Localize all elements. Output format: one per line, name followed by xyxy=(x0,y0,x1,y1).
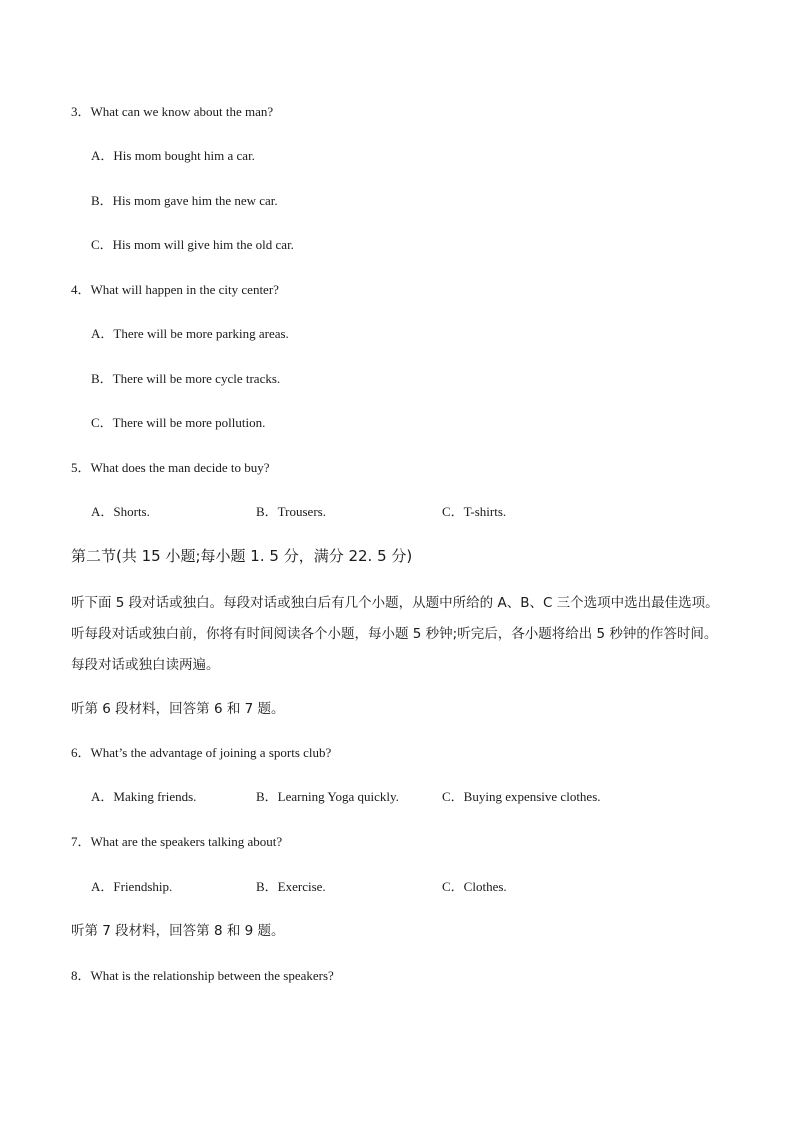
question-4-option-a: A．There will be more parking areas. xyxy=(91,326,289,341)
question-6-option-a: A．Making friends. xyxy=(91,789,197,804)
material-7-heading: 听第 7 段材料，回答第 8 和 9 题。 xyxy=(71,923,285,939)
question-8-stem: 8．What is the relationship between the speakers? xyxy=(71,968,334,983)
question-5-option-c: C．T-shirts. xyxy=(442,504,507,519)
question-5-option-b: B．Trousers. xyxy=(256,504,326,519)
material-6-heading: 听第 6 段材料，回答第 6 和 7 题。 xyxy=(71,701,285,717)
question-3-option-b: B．His mom gave him the new car. xyxy=(91,193,278,208)
question-5-option-a: A．Shorts. xyxy=(91,504,150,519)
question-3-stem: 3．What can we know about the man? xyxy=(71,104,274,119)
section-2-instruction-line-1: 听下面 5 段对话或独白。每段对话或独白后有几个小题，从题中所给的 A、B、C 三个选项中选出最佳选项。 xyxy=(71,595,719,611)
question-6-stem: 6．What’s the advantage of joining a sports club? xyxy=(71,745,332,760)
question-7-option-c: C．Clothes. xyxy=(442,879,507,894)
question-3-option-a: A．His mom bought him a car. xyxy=(91,148,255,163)
question-3-option-c: C．His mom will give him the old car. xyxy=(91,237,294,252)
question-4-stem: 4．What will happen in the city center? xyxy=(71,282,279,297)
question-4-option-c: C．There will be more pollution. xyxy=(91,415,266,430)
section-2-title: 第二节(共 15 小题;每小题 1. 5 分，满分 22. 5 分) xyxy=(71,547,413,565)
question-7-option-b: B．Exercise. xyxy=(256,879,326,894)
question-7-option-a: A．Friendship. xyxy=(91,879,173,894)
question-7-stem: 7．What are the speakers talking about? xyxy=(71,834,283,849)
section-2-instruction-line-3: 每段对话或独白读两遍。 xyxy=(71,657,220,673)
section-2-instruction-line-2: 听每段对话或独白前，你将有时间阅读各个小题，每小题 5 秒钟;听完后，各小题将给出 5 秒钟的作答时间。 xyxy=(71,626,718,642)
question-6-option-c: C．Buying expensive clothes. xyxy=(442,789,601,804)
question-6-option-b: B．Learning Yoga quickly. xyxy=(256,789,399,804)
question-4-option-b: B．There will be more cycle tracks. xyxy=(91,371,281,386)
question-5-stem: 5．What does the man decide to buy? xyxy=(71,460,270,475)
